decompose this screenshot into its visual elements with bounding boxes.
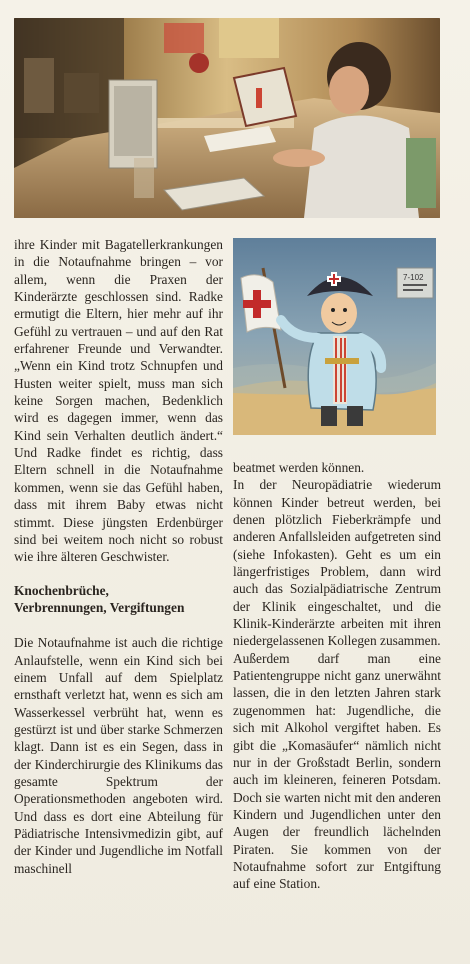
left-paragraph-2: Die Notaufnahme ist auch die richtige Anlaufstelle, wenn ein Kind sich bei einem Unfall auf dem Spielplatz ernsthaft verletzt hat, wenn es sich am Wasserkessel verbrüht hat, wenn es gestürzt ist und über starke Schmerzen klagt. Dann ist es ein Segen, dass in der Kinderchirurgie des Klinikums das gesamte Spektrum der Operationsmethoden angeboten wird. Und dass es dort eine Abteilung für Pädiatrische Intensivmedizin gibt, auf der Kinder und Jugendliche im Notfall maschinell [14, 635, 223, 876]
left-text-column [14, 236, 223, 877]
room-sign-text: 7-102 [403, 273, 424, 282]
right-text-column [233, 459, 441, 893]
section-heading-line-2: Verbrennungen, Vergiftungen [14, 599, 185, 615]
right-paragraph-1: beatmet werden können. [233, 460, 365, 475]
left-paragraph-1: ihre Kinder mit Bagatellerkrankungen in die Notaufnahme bringen – vor allem, wenn die Praxen der Kinderärzte geschlossen sind. Radke ermutigt die Eltern, hier mehr auf ihr Gefühl zu vertrauen – und auf den Rat erfahrener Freunde und Verwandter. „Wenn ein Kind trotz Schnupfen und Husten weiter spielt, muss man sich keine Sorgen machen, Bedenklich wird es dagegen immer, wenn das Kind sein Verhalten deutlich ändert.“ Und Radke findet es richtig, dass Eltern schnell in die Notaufnahme kommen, wenn sie das Gefühl haben, dass mit ihrem Baby etwas nicht stimmt. Diese jüngsten Erdenbürger sind bei weitem noch nicht so robust wie ihre älteren Geschwister. [14, 237, 223, 565]
right-paragraph-2: In der Neuropädiatrie wiederum können Kinder betreut werden, bei denen plötzlich Fieberkrämpfe und anderen Anfallsleiden aufgetreten sind (siehe Infokasten). Geht es um ein längerfristiges Problem, dann wird auch das Sozialpädiatrische Zentrum der Klinik eingeschaltet, und die Klinik-Kinderärzte arbeiten mit ihren niedergelassenen Kollegen zusammen. [233, 477, 441, 649]
reception-desk-photo [14, 18, 440, 218]
right-paragraph-3: Außerdem darf man eine Patientengruppe nicht ganz unerwähnt lassen, die in den letzten Jahren stark zugenommen hat: Jugendliche, die sich mit Alkohol vergiftet haben. Es gibt die „Komasäufer“ nämlich nicht nur in der Großstadt Berlin, sondern auch im kleineren, feineren Potsdam. Doch sie warten nicht mit den anderen Kindern und Jugendlichen unter den Augen der freundlich lächelnden Piraten. Sie kommen von der Notaufnahme sofort zur Entgiftung auf eine Station. [233, 650, 441, 892]
section-heading-line-1: Knochenbrüche, [14, 582, 109, 598]
pirate-mural-photo [233, 238, 436, 435]
